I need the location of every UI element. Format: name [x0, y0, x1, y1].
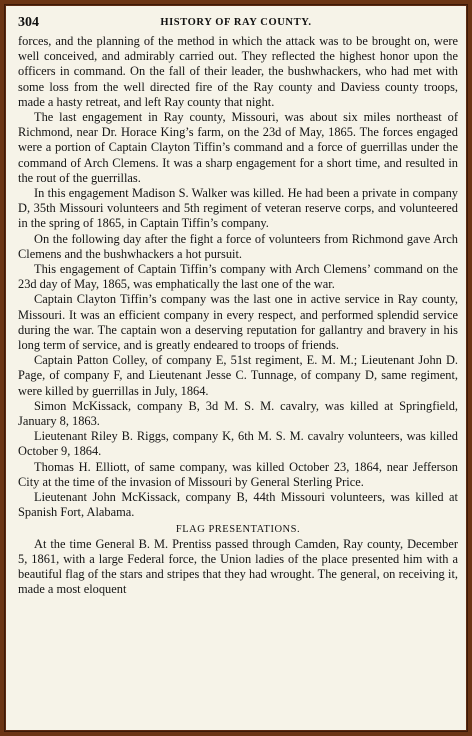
paragraph-5: This engagement of Captain Tiffin’s company with Arch Clemens’ command on the 23d day of May, 1865, was emphatically the last one of the war.	[18, 262, 458, 292]
paragraph-6: Captain Clayton Tiffin’s company was the last one in active service in Ray county, Missouri. It was an efficient company in every respect, and performed splendid service during the war. The captain won a deserving reputation for gallantry and bravery in his long term of service, and is greatly endeared to troops of friends.	[18, 292, 458, 353]
paragraph-9: Lieutenant Riley B. Riggs, company K, 6th M. S. M. cavalry volunteers, was killed October 9, 1864.	[18, 429, 458, 459]
paragraph-2: The last engagement in Ray county, Missouri, was about six miles northeast of Richmond, near Dr. Horace King’s farm, on the 23d of May, 1865. The forces engaged were a portion of Captain Clayton Tiffin’s command and a force of guerrillas under the command of Arch Clemens. It was a sharp engagement for a short time, and resulted in the rout of the guerrillas.	[18, 110, 458, 185]
paragraph-7: Captain Patton Colley, of company E, 51st regiment, E. M. M.; Lieutenant John D. Page, of company F, and Lieutenant Jesse C. Tunnage, of company D, same regiment, were killed by guerrillas in July, 1864.	[18, 353, 458, 398]
running-head: HISTORY OF RAY COUNTY.	[160, 17, 312, 28]
body-text	[18, 34, 458, 598]
paragraph-3: In this engagement Madison S. Walker was killed. He had been a private in company D, 35th Missouri volunteers and 5th regiment of veteran reserve corps, and volunteered in the spring of 1865, in Captain Tiffin’s company.	[18, 186, 458, 231]
page-number: 304	[18, 15, 39, 30]
paragraph-4: On the following day after the fight a force of volunteers from Richmond gave Arch Clemens and the bushwhackers a hot pursuit.	[18, 231, 458, 261]
paragraph-10: Thomas H. Elliott, of same company, was killed October 23, 1864, near Jefferson City at the time of the invasion of Missouri by General Sterling Price.	[18, 459, 458, 489]
paragraph-final: At the time General B. M. Prentiss passed through Camden, Ray county, December 5, 1861, with a large Federal force, the Union ladies of the place presented him with a beautiful flag of the stars and stripes that they had wrought. The general, on receiving it, made a most eloquent	[18, 536, 458, 597]
paragraph-1: forces, and the planning of the method in which the attack was to be brought on, were well conceived, and admirably carried out. They reflected the highest honor upon the officers in command. On the fall of their leader, the bushwhackers, who had met with some loss from the well directed fire of the Ray county and Daviess county troops, made a hasty retreat, and left Ray county that night.	[18, 34, 458, 109]
section-heading: FLAG PRESENTATIONS.	[175, 523, 301, 535]
page-header	[18, 15, 454, 31]
book-page	[6, 6, 466, 730]
paragraph-8: Simon McKissack, company B, 3d M. S. M. cavalry, was killed at Springfield, January 8, 1863.	[18, 398, 458, 429]
paragraph-11: Lieutenant John McKissack, company B, 44th Missouri volunteers, was killed at Spanish Fort, Alabama.	[18, 490, 458, 520]
